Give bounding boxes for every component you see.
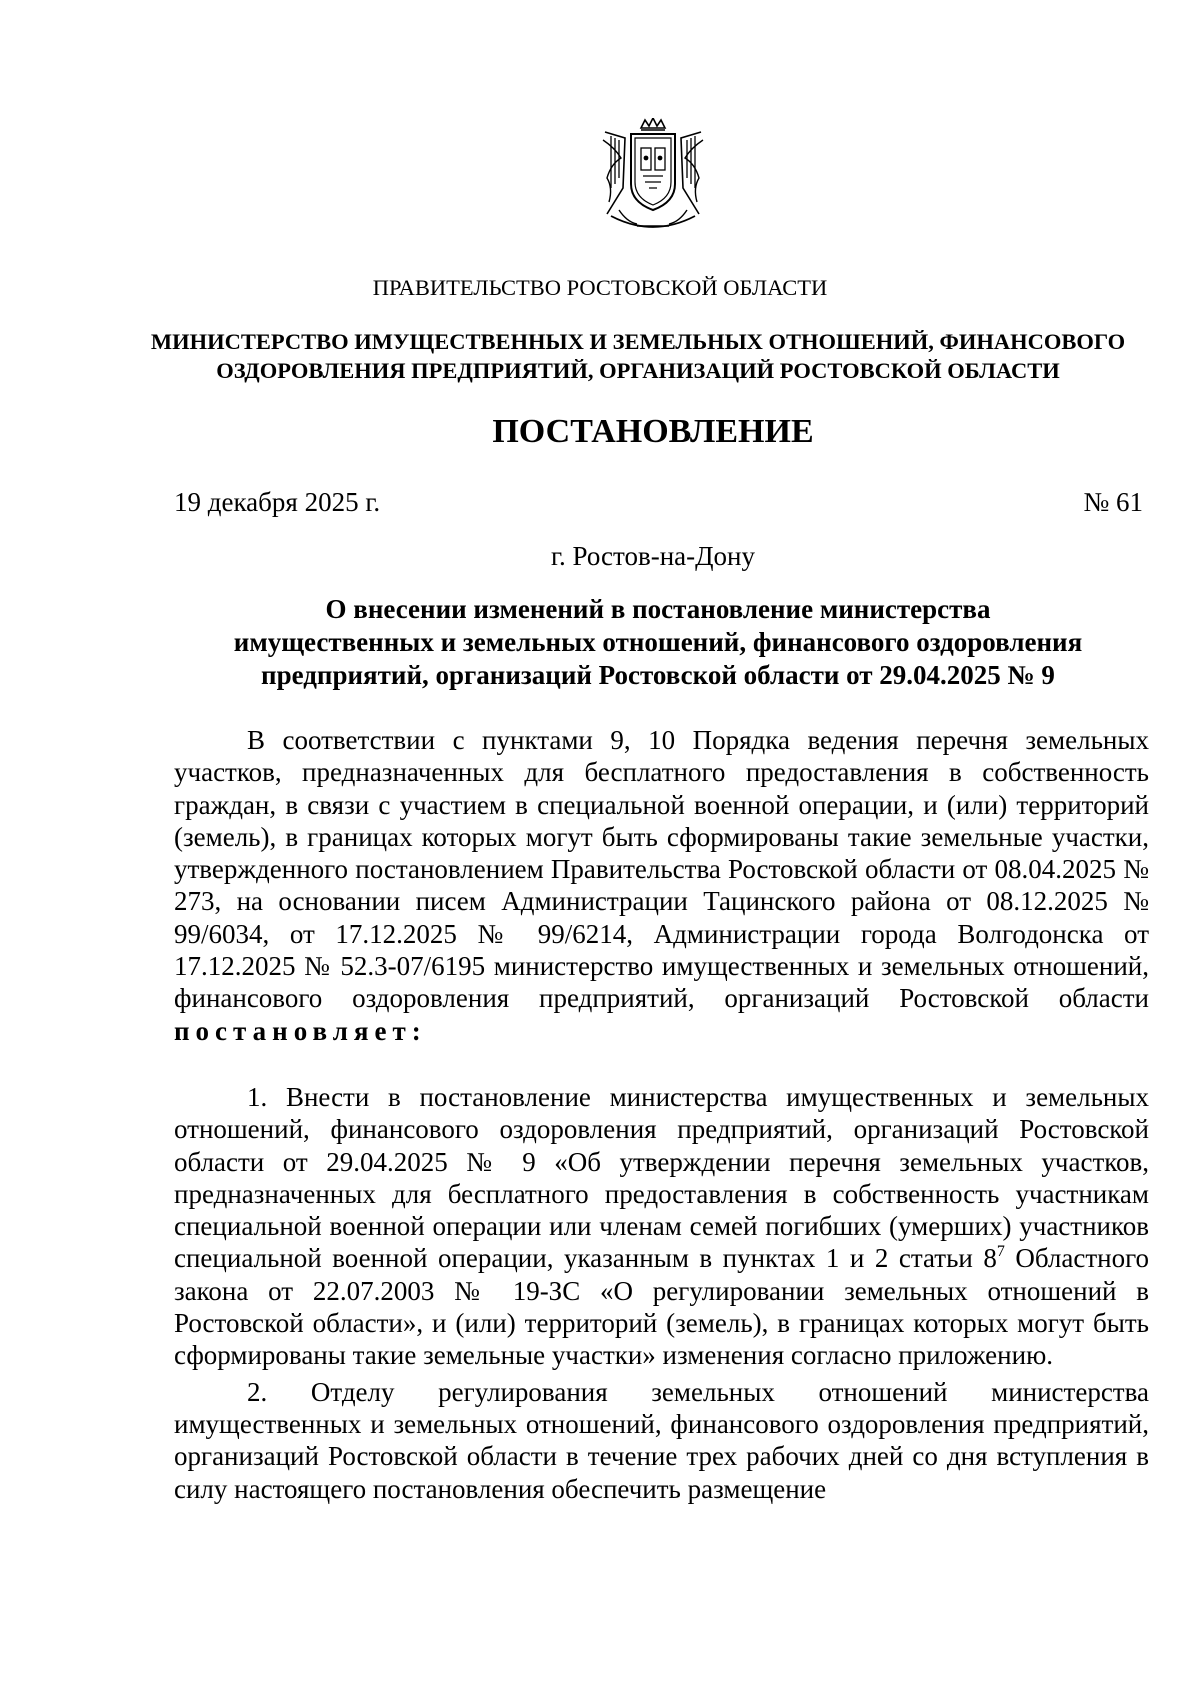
- ministry-name-line: МИНИСТЕРСТВО ИМУЩЕСТВЕННЫХ И ЗЕМЕЛЬНЫХ ОТНОШЕНИЙ, ФИНАНСОВОГО: [150, 329, 1126, 354]
- title-line: имущественных и земельных отношений, финансового оздоровления: [233, 627, 1083, 657]
- intro-text: В соответствии с пунктами 9, 10 Порядка ведения перечня земельных участков, предназначенных для бесплатного предоставления в собственность граждан, в связи с участием в специальной военной операции, и (или) территорий (земель), в границах которых могут быть сформированы такие земельные участки, утвержденного постановлением Правительства Ростовской области от 08.04.2025 № 273, на основании писем Администрации Тацинского района от 08.12.2025 № 99/6034, от 17.12.2025 № 99/6214, Администрации города Волгодонска от 17.12.2025 № 52.3-07/6195 министерство имущественных и земельных отношений, финансового оздоровления предприятий, организаций Ростовской области: [174, 725, 1149, 1014]
- superscript: 7: [996, 1243, 1005, 1261]
- decides-word: постановляет:: [174, 1015, 427, 1046]
- paragraph-1-text-cont: Областного закона от 22.07.2003 № 19-ЗС «О регулировании земельных отношений в Ростовской области», и (или) территорий (земель), в границах которых могут быть сформированы такие земельные участки» изменения согласно приложению.: [174, 1243, 1149, 1371]
- title-line: предприятий, организаций Ростовской области от 29.04.2025 № 9: [261, 660, 1055, 690]
- document-number: № 61: [1083, 487, 1143, 517]
- government-name: ПРАВИТЕЛЬСТВО РОСТОВСКОЙ ОБЛАСТИ: [372, 275, 828, 300]
- paragraph-2: 2. Отделу регулирования земельных отношений министерства имущественных и земельных отношений, финансового оздоровления предприятий, организаций Ростовской области в течение трех рабочих дней со дня вступления в силу настоящего постановления обеспечить размещение: [174, 1376, 1149, 1504]
- document-title: [190, 593, 1126, 692]
- paragraph-1-text: 1. Внести в постановление министерства имущественных и земельных отношений, финансового оздоровления предприятий, организаций Ростовской области от 29.04.2025 № 9 «Об утверждении перечня земельных участков, предназначенных для бесплатного предоставления в собственность участникам специальной военной операции или членам семей погибших (умерших) участников специальной военной операции, указанным в пунктах 1 и 2 статьи 8: [174, 1081, 1149, 1274]
- document-body: [174, 724, 1149, 1505]
- document-date: 19 декабря 2025 г.: [174, 487, 381, 517]
- intro-paragraph: [174, 724, 1149, 1047]
- document-city: г. Ростов-на-Дону: [550, 541, 755, 571]
- ministry-name: [150, 327, 1126, 385]
- title-line: О внесении изменений в постановление министерства: [325, 594, 991, 624]
- ministry-name-line: ОЗДОРОВЛЕНИЯ ПРЕДПРИЯТИЙ, ОРГАНИЗАЦИЙ РОСТОВСКОЙ ОБЛАСТИ: [216, 358, 1060, 383]
- paragraph-1: [174, 1081, 1149, 1372]
- document-type: ПОСТАНОВЛЕНИЕ: [492, 413, 814, 450]
- coat-of-arms-emblem: [597, 118, 709, 240]
